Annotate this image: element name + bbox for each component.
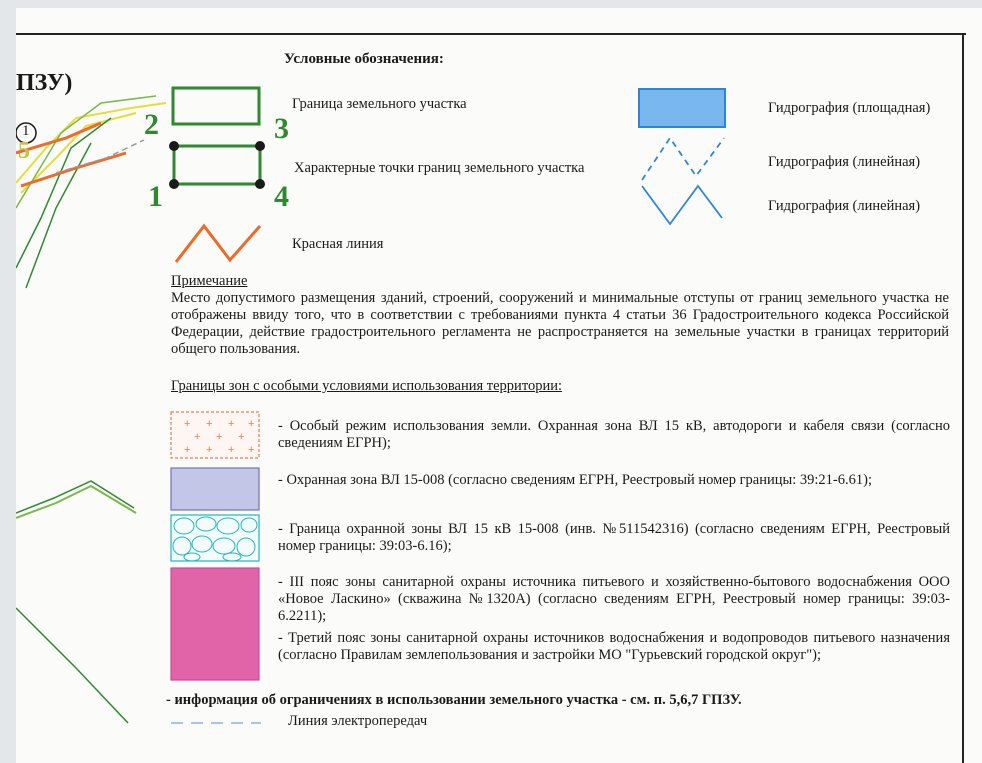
hydro-linear-dashed-label: Гидрография (линейная)	[768, 154, 921, 170]
zone-item-5: - Третий пояс зоны санитарной охраны источников водоснабжения и водопроводов питьевого назначения (согласно Правилам землепользования и застройки МО "Гурьевский городской округ");	[278, 630, 950, 663]
svg-text:+: +	[228, 444, 235, 456]
power-line-label: Линия электропередач	[288, 713, 428, 729]
power-line-symbol	[171, 720, 261, 726]
svg-text:+: +	[184, 418, 191, 430]
svg-text:+: +	[228, 418, 235, 430]
zone-swatch-cyan-pebbles	[170, 514, 260, 562]
parcel-boundary-label: Граница земельного участка	[292, 96, 467, 112]
hydro-area-symbol	[638, 88, 726, 128]
note-title: Примечание	[171, 273, 248, 289]
hydro-linear-dashed-symbol	[638, 134, 728, 184]
zones-title: Границы зон с особыми условиями использования территории:	[171, 378, 563, 394]
corner-number-3: 3	[274, 112, 289, 145]
red-line-label: Красная линия	[292, 236, 384, 252]
corner-number-2: 2	[144, 108, 159, 141]
zone-item-3: - Граница охранной зоны ВЛ 15 кВ 15-008 (инв. №511542316) (согласно сведениям ЕГРН, Реестровый номер границы: 39:03-6.16);	[278, 521, 950, 554]
svg-text:+: +	[206, 444, 213, 456]
corner-number-4: 4	[274, 180, 289, 213]
zone-swatch-orange-crosses	[170, 411, 260, 459]
zone-swatch-magenta	[170, 567, 260, 681]
corner-points-symbol	[166, 140, 266, 192]
map-point-label: 1	[22, 123, 30, 139]
parcel-boundary-symbol	[171, 86, 263, 128]
svg-text:+: +	[248, 444, 255, 456]
restrictions-note: - информация об ограничениях в использовании земельного участка - см. п. 5,6,7 ГПЗУ.	[166, 692, 742, 708]
hydro-linear-solid-symbol	[638, 180, 728, 230]
frame-right-line	[962, 33, 964, 763]
zone-item-1: - Особый режим использования земли. Охранная зона ВЛ 15 кВ, автодороги и кабеля связи (согласно сведениям ЕГРН);	[278, 418, 950, 451]
note-text: Место допустимого размещения зданий, строений, сооружений и минимальные отступы от границ земельного участка не отображены ввиду того, что в соответствии с требованиями пункта 4 статьи 36 Градостроительного кодекса Российской Федерации, действие градостроительного регламента не распространяется на земельные участки в границах территорий общего пользования.	[171, 290, 949, 357]
svg-text:+: +	[216, 431, 223, 443]
zone-item-2: - Охранная зона ВЛ 15-008 (согласно сведениям ЕГРН, Реестровый номер границы: 39:21-6.61);	[278, 472, 872, 488]
document-sheet	[16, 8, 982, 763]
svg-text:+: +	[206, 418, 213, 430]
svg-text:+: +	[238, 431, 245, 443]
svg-text:+: +	[248, 418, 255, 430]
corner-number-1: 1	[148, 180, 163, 213]
svg-text:+: +	[184, 444, 191, 456]
legend-title: Условные обозначения:	[284, 51, 444, 67]
red-line-symbol	[172, 220, 264, 266]
svg-text:+: +	[194, 431, 201, 443]
map-lines-bottom	[16, 481, 136, 723]
zone-item-4: - III пояс зоны санитарной охраны источника питьевого и хозяйственно-бытового водоснабжения ООО «Новое Ласкино» (скважина №1320А) (согласно сведениям ЕГРН, Реестровый номер границы: 39:03-6.2211);	[278, 574, 950, 624]
hydro-area-label: Гидрография (площадная)	[768, 100, 931, 116]
hydro-linear-solid-label: Гидрография (линейная)	[768, 198, 921, 214]
map-title-fragment: ПЗУ)	[16, 70, 73, 96]
map-zone-label: 5	[18, 138, 30, 164]
corner-points-label: Характерные точки границ земельного участка	[294, 160, 585, 176]
zone-swatch-lavender	[170, 467, 260, 511]
